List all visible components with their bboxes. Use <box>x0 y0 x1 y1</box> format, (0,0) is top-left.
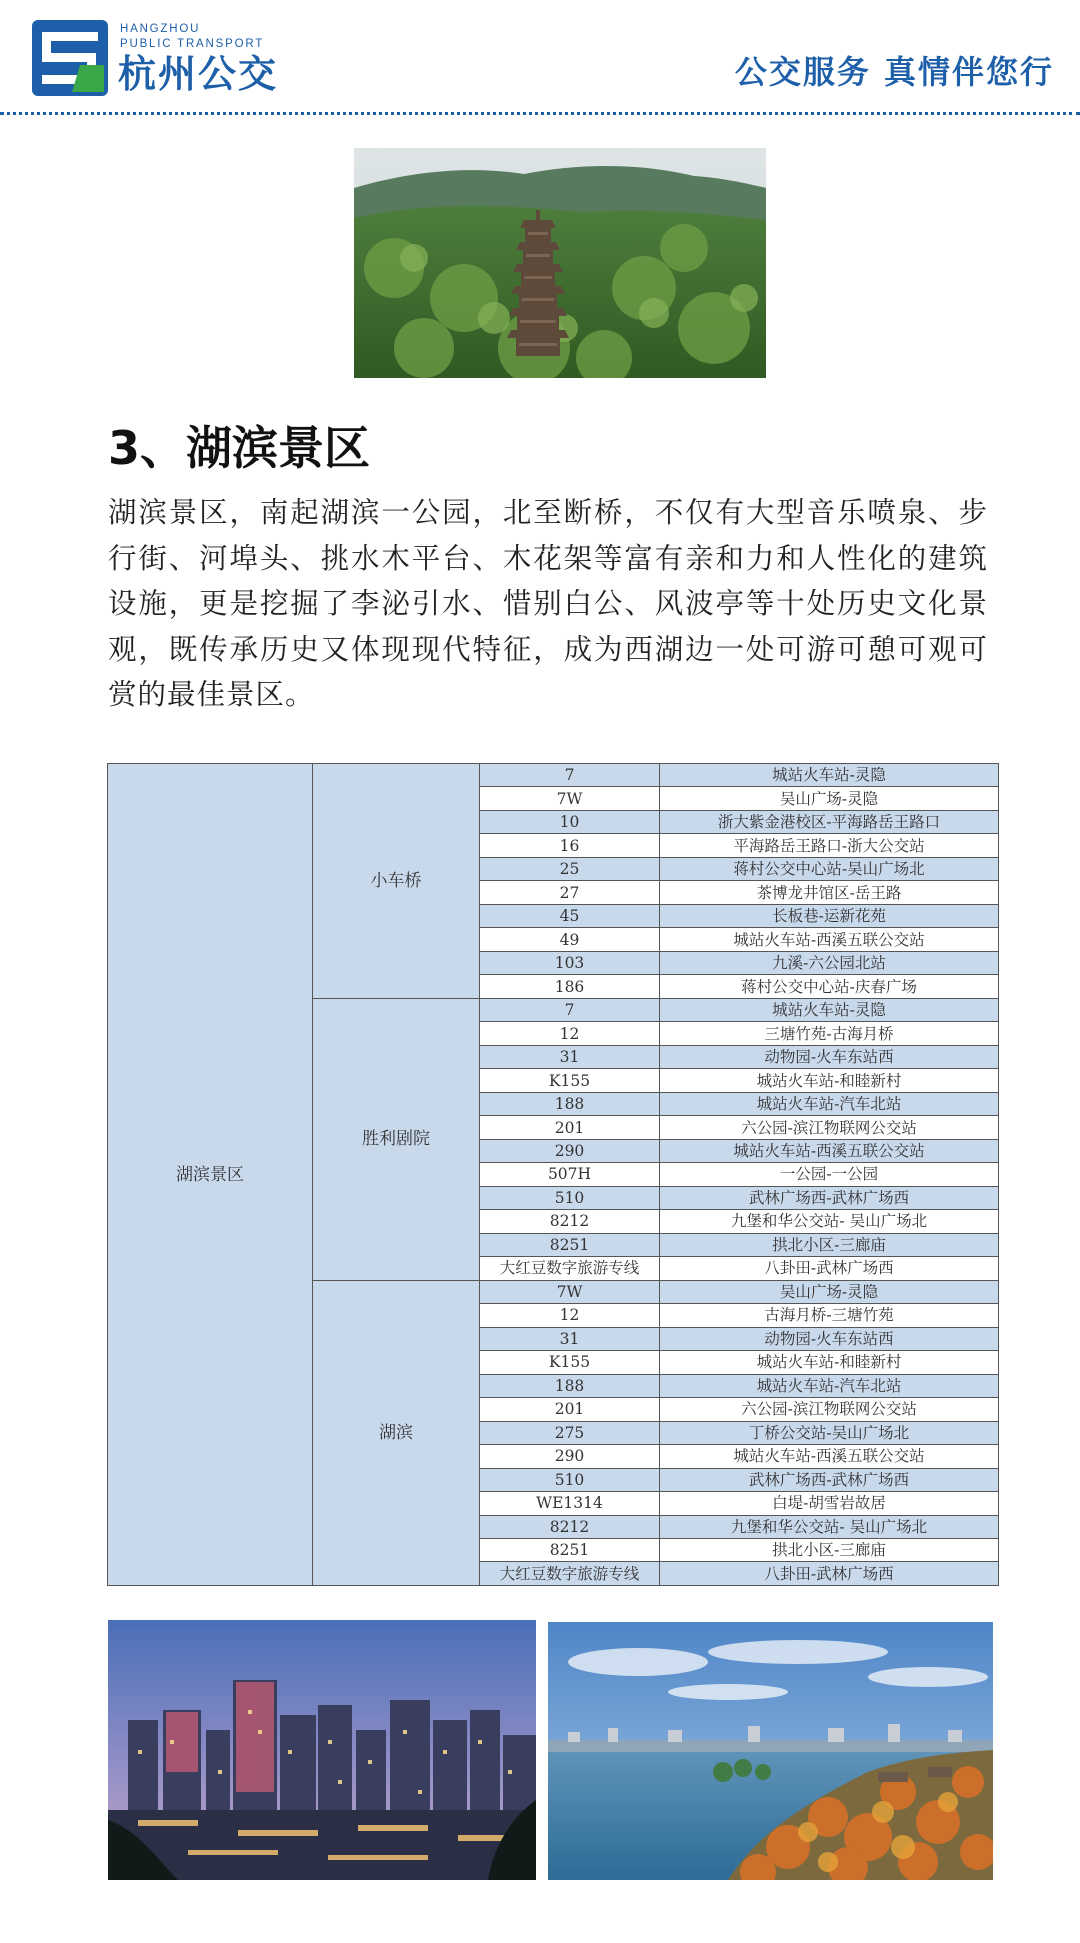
route-number-cell: 7W <box>480 787 660 810</box>
route-destination-cell: 城站火车站-汽车北站 <box>660 1092 999 1115</box>
logo-en-line1: HANGZHOU <box>120 23 201 35</box>
route-number-cell: 188 <box>480 1374 660 1397</box>
route-number-cell: 大红豆数字旅游专线 <box>480 1562 660 1586</box>
route-number-cell: 8212 <box>480 1515 660 1538</box>
stop-cell: 小车桥 <box>313 764 480 999</box>
route-destination-cell: 六公园-滨江物联网公交站 <box>660 1398 999 1421</box>
stop-cell: 湖滨 <box>313 1280 480 1585</box>
route-number-cell: 507H <box>480 1163 660 1186</box>
section-description: 湖滨景区，南起湖滨一公园，北至断桥，不仅有大型音乐喷泉、步行街、河埠头、挑水木平台、木花架等富有亲和力和人性化的建筑设施，更是挖掘了李泌引水、惜别白公、风波亭等十处历史文化景观，既传承历史又体现现代特征，成为西湖边一处可游可憩可观可赏的最佳景区。 <box>108 496 988 711</box>
section-title: 3、湖滨景区 <box>108 421 371 475</box>
route-destination-cell: 城站火车站-西溪五联公交站 <box>660 1445 999 1468</box>
route-destination-cell: 九溪-六公园北站 <box>660 951 999 974</box>
route-destination-cell: 蒋村公交中心站-庆春广场 <box>660 975 999 998</box>
route-number-cell: WE1314 <box>480 1492 660 1515</box>
route-destination-cell: 平海路岳王路口-浙大公交站 <box>660 834 999 857</box>
route-number-cell: 大红豆数字旅游专线 <box>480 1257 660 1280</box>
route-destination-cell: 城站火车站-西溪五联公交站 <box>660 928 999 951</box>
page-header <box>0 0 1080 118</box>
route-destination-cell: 一公园-一公园 <box>660 1163 999 1186</box>
route-destination-cell: 九堡和华公交站- 吴山广场北 <box>660 1515 999 1538</box>
route-number-cell: 8251 <box>480 1233 660 1256</box>
bus-route-table <box>107 763 999 1586</box>
route-number-cell: 7W <box>480 1280 660 1303</box>
route-number-cell: 16 <box>480 834 660 857</box>
route-number-cell: 510 <box>480 1468 660 1491</box>
table-row <box>108 764 999 787</box>
route-destination-cell: 城站火车站-和睦新村 <box>660 1351 999 1374</box>
route-destination-cell: 吴山广场-灵隐 <box>660 1280 999 1303</box>
route-number-cell: 8251 <box>480 1538 660 1561</box>
route-number-cell: 7 <box>480 764 660 787</box>
route-number-cell: 7 <box>480 998 660 1021</box>
pagoda-photo <box>354 148 766 378</box>
header-divider <box>0 112 1080 115</box>
route-number-cell: 49 <box>480 928 660 951</box>
route-destination-cell: 武林广场西-武林广场西 <box>660 1468 999 1491</box>
route-destination-cell: 武林广场西-武林广场西 <box>660 1186 999 1209</box>
route-destination-cell: 城站火车站-汽车北站 <box>660 1374 999 1397</box>
route-destination-cell: 八卦田-武林广场西 <box>660 1257 999 1280</box>
route-number-cell: 201 <box>480 1398 660 1421</box>
route-destination-cell: 长板巷-运新花苑 <box>660 904 999 927</box>
route-destination-cell: 浙大紫金港校区-平海路岳王路口 <box>660 810 999 833</box>
route-destination-cell: 吴山广场-灵隐 <box>660 787 999 810</box>
route-destination-cell: 城站火车站-西溪五联公交站 <box>660 1139 999 1162</box>
route-destination-cell: 动物园-火车东站西 <box>660 1045 999 1068</box>
route-number-cell: 188 <box>480 1092 660 1115</box>
route-number-cell: K155 <box>480 1351 660 1374</box>
route-destination-cell: 城站火车站-灵隐 <box>660 998 999 1021</box>
route-number-cell: 510 <box>480 1186 660 1209</box>
route-number-cell: 31 <box>480 1045 660 1068</box>
route-destination-cell: 九堡和华公交站- 吴山广场北 <box>660 1210 999 1233</box>
route-number-cell: 290 <box>480 1139 660 1162</box>
area-cell: 湖滨景区 <box>108 764 313 1586</box>
route-destination-cell: 白堤-胡雪岩故居 <box>660 1492 999 1515</box>
route-destination-cell: 蒋村公交中心站-吴山广场北 <box>660 857 999 880</box>
route-destination-cell: 拱北小区-三廊庙 <box>660 1233 999 1256</box>
route-destination-cell: 古海月桥-三塘竹苑 <box>660 1304 999 1327</box>
route-number-cell: 8212 <box>480 1210 660 1233</box>
route-number-cell: 31 <box>480 1327 660 1350</box>
route-number-cell: 290 <box>480 1445 660 1468</box>
route-number-cell: 12 <box>480 1022 660 1045</box>
route-destination-cell: 城站火车站-和睦新村 <box>660 1069 999 1092</box>
header-slogan: 公交服务 真情伴您行 <box>734 53 1054 91</box>
route-destination-cell: 六公园-滨江物联网公交站 <box>660 1116 999 1139</box>
route-number-cell: 201 <box>480 1116 660 1139</box>
route-number-cell: 186 <box>480 975 660 998</box>
route-destination-cell: 三塘竹苑-古海月桥 <box>660 1022 999 1045</box>
route-destination-cell: 丁桥公交站-吴山广场北 <box>660 1421 999 1444</box>
route-number-cell: 103 <box>480 951 660 974</box>
west-lake-photo <box>548 1622 993 1880</box>
route-number-cell: 25 <box>480 857 660 880</box>
route-number-cell: 45 <box>480 904 660 927</box>
route-destination-cell: 茶博龙井馆区-岳王路 <box>660 881 999 904</box>
route-destination-cell: 城站火车站-灵隐 <box>660 764 999 787</box>
route-number-cell: 10 <box>480 810 660 833</box>
route-destination-cell: 八卦田-武林广场西 <box>660 1562 999 1586</box>
logo-chinese-text: 杭州公交 <box>118 52 279 96</box>
route-number-cell: 12 <box>480 1304 660 1327</box>
route-destination-cell: 动物园-火车东站西 <box>660 1327 999 1350</box>
route-number-cell: 27 <box>480 881 660 904</box>
route-number-cell: K155 <box>480 1069 660 1092</box>
stop-cell: 胜利剧院 <box>313 998 480 1280</box>
route-destination-cell: 拱北小区-三廊庙 <box>660 1538 999 1561</box>
hangzhou-bus-logo-icon <box>32 20 108 96</box>
city-night-photo <box>108 1620 536 1880</box>
logo-en-line2: PUBLIC TRANSPORT <box>120 38 265 50</box>
logo-english-text <box>120 22 264 52</box>
route-number-cell: 275 <box>480 1421 660 1444</box>
route-table-body <box>108 764 999 1586</box>
